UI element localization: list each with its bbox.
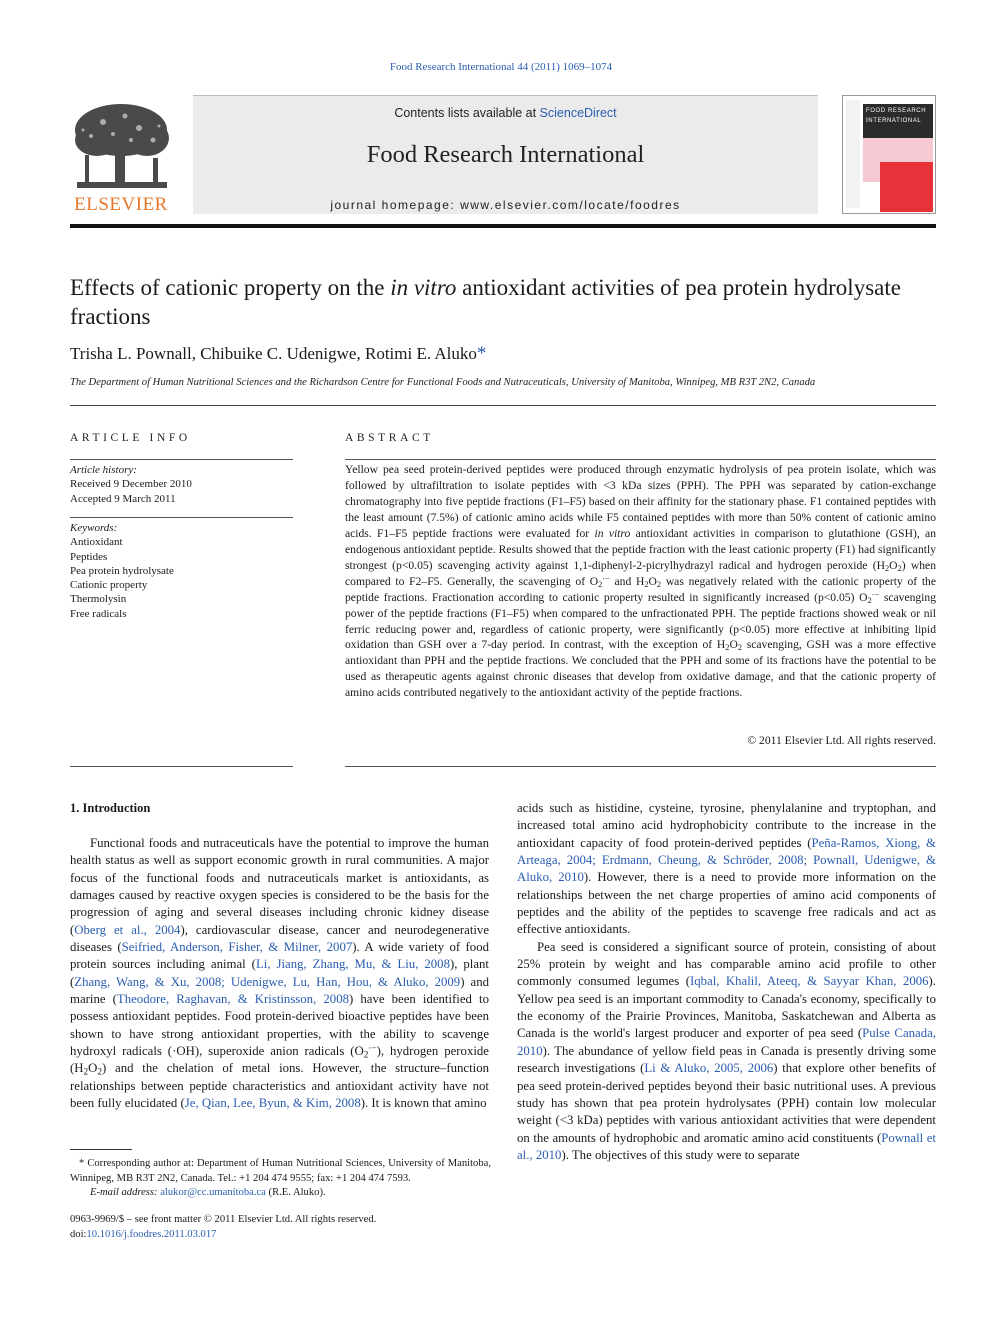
abstract-bottom-rule xyxy=(345,766,936,767)
ref-pena-ramos[interactable]: Peña-Ramos, Xiong, & Arteaga, 2004; Erdmann, Cheung, & Schröder, 2008; Pownall, Udenigwe, & Aluko, 2010 xyxy=(517,835,936,885)
body-column-left xyxy=(70,835,489,1113)
article-info-heading: ARTICLE INFO xyxy=(70,432,191,444)
contents-prefix: Contents lists available at xyxy=(394,106,540,120)
history-label: Article history: xyxy=(70,464,137,476)
cover-side-strip xyxy=(846,100,860,208)
keyword: Thermolysin xyxy=(70,593,127,606)
email-link[interactable]: alukor@cc.umanitoba.ca xyxy=(160,1187,266,1198)
intro-paragraph-1: Functional foods and nutraceuticals have the potential to improve the human health status as well as support economic growth in rural communities. A major focus of the functional foods and nutraceuticals market is antioxidants, as damages caused by reactive oxygen species is considered to be the basis for the progression of aging and several diseases including chronic kidney disease (Oberg et al., 2004), cardiovascular disease, cancer and neurodegenerative diseases (Seifried, Anderson, Fisher, & Milner, 2007). A wide variety of food protein sources including animal (Li, Jiang, Zhang, Mu, & Liu, 2008), plant (Zhang, Wang, & Xu, 2008; Udenigwe, Lu, Han, Hou, & Aluko, 2009) and marine (Theodore, Raghavan, & Kristinsson, 2008) have been identified to possess antioxidant peptides. Food protein-derived bioactive peptides have been shown to have strong antioxidant properties, with the ability to scavenge hydroxyl radicals (·OH), superoxide anion radicals $(O_2^{\cdot-})$, hydrogen peroxide $(H_2O_2)$ and the chelation of metal ions. However, the structure–function relationships between peptide characteristics and antioxidant activity have not been fully elucidated (Je, Qian, Lee, Byun, & Kim, 2008). It is known that amino xyxy=(70,836,490,1111)
abstract-text: Yellow pea seed protein-derived peptides were produced through enzymatic hydrolysis of pea protein isolate, which was followed by ultrafiltration to isolate peptides with <3 kDa sizes (PPH). The PPH was separated by cation-exchange chromatography into five peptide fractions (F1–F5) based on their affinity for the stationary phase. F1 contained peptides with the least amount (7.5%) of cationic amino acids while F5 contained peptides with more than 50% content of cationic amino acids. F1–F5 peptide fractions were evaluated for in vitro antioxidant activities in comparison to glutathione (GSH), an endogenous antioxidant peptide. Results showed that the peptide fraction with the least cationic property (F1) had significantly strongest (p<0.05) scavenging activity against 1,1-diphenyl-2-picrylhydrazyl radical and hydrogen peroxide $(H_2O_2)$ when compared to F2–F5. Generally, the scavenging of $O_2^{\cdot-}$ and $H_2O_2$ was negatively related with the cationic property of the peptide fractions. Fractionation according to cationic property resulted in significantly increased (p<0.05) $O_2^{\cdot-}$ scavenging power of the peptide fractions (F1–F5) when compared to the unfractionated PPH. The peptide fractions showed weak or nil ferric reducing power and, regardless of cationic property, were significantly (p<0.05) more effective at inhibiting lipid oxidation than GSH over a 7-day period. In contrast, with the exception of $H_2O_2$ scavenging, GSH was a more effective antioxidant than PPH and the peptide fractions. We concluded that the PPH and some of its fractions have the potential to be used as therapeutic agents against chronic diseases that develop from oxidative damage, and that the cationic property of amino acids contributed negatively to the antioxidant activity of the peptide fractions. xyxy=(345,463,937,700)
footnote-rule xyxy=(70,1149,132,1150)
keyword: Free radicals xyxy=(70,607,127,620)
abstract-copyright: © 2011 Elsevier Ltd. All rights reserved. xyxy=(747,734,936,747)
affiliation: The Department of Human Nutritional Sciences and the Richardson Centre for Functional Foods and Nutraceuticals, University of Manitoba, Winnipeg, MB R3T 2N2, Canada xyxy=(70,377,816,388)
ref-pownall[interactable]: Pownall et al., 2010 xyxy=(517,1130,936,1162)
journal-citation-link[interactable]: Food Research International 44 (2011) 1069–1074 xyxy=(389,61,613,73)
abstract-rule xyxy=(345,459,936,460)
header-divider xyxy=(70,224,936,228)
author-list xyxy=(70,343,936,365)
elsevier-logo-text: ELSEVIER xyxy=(74,194,168,215)
ref-li-aluko[interactable]: Li & Aluko, 2005, 2006 xyxy=(644,1061,774,1076)
ref-theodore[interactable]: Theodore, Raghavan, & Kristinsson, 2008 xyxy=(116,992,349,1007)
email-line: E-mail address: alukor@cc.umanitoba.ca (R.E. Aluko). xyxy=(90,1187,326,1198)
keyword: Pea protein hydrolysate xyxy=(70,564,174,577)
title-part2: antioxidant activities of pea protein hydrolysate fractions xyxy=(70,275,901,329)
doi-link[interactable]: 10.1016/j.foodres.2011.03.017 xyxy=(86,1229,217,1240)
intro-paragraph-2: Pea seed is considered a significant source of protein, consisting of about 25% protein by weight and has comparable amino acid profile to other commonly consumed legumes (Iqbal, Khalil, Ateeq, & Sayyar Khan, 2006). Yellow pea seed is an important commodity to Canada's economy, specifically to the economy of the Prairie Provinces, Manitoba, Saskatchewan and Alberta as Canada is the world's largest producer and exporter of pea seed (Pulse Canada, 2010). The abundance of yellow field peas in Canada is presently driving some research investigations (Li & Aluko, 2005, 2006) that explore other benefits of pea seed protein-derived peptides beyond their basic nutritional uses. A previous study has shown that pea protein hydrolysates (PPH) contain low molecular weight (<3 kDa) peptides with various antioxidant activities that were dependent on the amounts of hydrophobic and aromatic amino acid constituents (Pownall et al., 2010). The objectives of this study were to separate xyxy=(517,939,937,1162)
ref-li[interactable]: Li, Jiang, Zhang, Mu, & Liu, 2008 xyxy=(255,957,450,972)
journal-homepage[interactable]: journal homepage: www.elsevier.com/locate/foodres xyxy=(330,198,681,212)
article-info-rule xyxy=(70,459,293,460)
keywords-block xyxy=(70,521,293,621)
journal-name: Food Research International xyxy=(366,141,645,168)
keyword: Antioxidant xyxy=(70,536,123,549)
ref-pulse-canada[interactable]: Pulse Canada, 2010 xyxy=(517,1026,936,1058)
journal-cover-thumbnail[interactable] xyxy=(842,95,936,214)
article-history xyxy=(70,463,293,506)
footnote-text: * Corresponding author at: Department of Human Nutritional Sciences, University of Manitoba, Winnipeg, MB R3T 2N2, Canada. Tel.: +1 204 474 9555; fax: +1 204 474 7593. xyxy=(70,1158,491,1184)
ref-je[interactable]: Je, Qian, Lee, Byun, & Kim, 2008 xyxy=(184,1096,361,1111)
keywords-label: Keywords: xyxy=(70,522,118,534)
body-column-right xyxy=(517,800,936,1164)
affiliation-divider xyxy=(70,405,936,406)
title-italic: in vitro xyxy=(390,275,457,300)
issn-line: 0963-9969/$ – see front matter © 2011 Elsevier Ltd. All rights reserved. xyxy=(70,1214,377,1225)
title-part1: Effects of cationic property on the xyxy=(70,275,391,300)
ref-seifried[interactable]: Seifried, Anderson, Fisher, & Milner, 2007 xyxy=(121,940,353,955)
article-title xyxy=(70,273,936,331)
contents-availability xyxy=(193,106,818,120)
cover-red-block xyxy=(880,162,933,212)
sciencedirect-link[interactable]: ScienceDirect xyxy=(539,106,617,120)
corresponding-author-footnote xyxy=(70,1157,491,1201)
article-info-bottom-rule xyxy=(70,766,293,767)
ref-oberg[interactable]: Oberg et al., 2004 xyxy=(74,922,181,937)
keyword: Peptides xyxy=(70,550,108,563)
intro-paragraph-1-continued: acids such as histidine, cysteine, tyrosine, phenylalanine and tryptophan, and increased total amino acid hydrophobicity contribute to the increase in the antioxidant capacity of food protein-derived peptides (Peña-Ramos, Xiong, & Arteaga, 2004; Erdmann, Cheung, & Schröder, 2008; Pownall, Udenigwe, & Aluko, 2010). However, there is a need to provide more information on the relationships between the net charge properties of amino acid components of peptides and the ability of the peptides to scavenge free radicals and act as effective antioxidants. xyxy=(517,801,936,937)
doi-line: doi:10.1016/j.foodres.2011.03.017 xyxy=(70,1229,217,1240)
cover-title-line1: FOOD RESEARCH xyxy=(866,108,927,114)
received-date: Received 9 December 2010 xyxy=(70,478,192,491)
keyword: Cationic property xyxy=(70,579,148,592)
corresponding-author-marker[interactable]: * xyxy=(476,343,487,364)
abstract-heading: ABSTRACT xyxy=(345,432,434,444)
ref-iqbal[interactable]: Iqbal, Khalil, Ateeq, & Sayyar Khan, 2006 xyxy=(689,974,929,989)
keywords-rule xyxy=(70,517,293,518)
introduction-heading: 1. Introduction xyxy=(70,801,151,815)
cover-title-line2: INTERNATIONAL xyxy=(866,118,922,124)
accepted-date: Accepted 9 March 2011 xyxy=(70,492,176,505)
authors-names: Trisha L. Pownall, Chibuike C. Udenigwe, Rotimi E. Aluko xyxy=(70,344,477,363)
ref-zhang-udenigwe[interactable]: Zhang, Wang, & Xu, 2008; Udenigwe, Lu, Han, Hou, & Aluko, 2009 xyxy=(74,974,461,989)
